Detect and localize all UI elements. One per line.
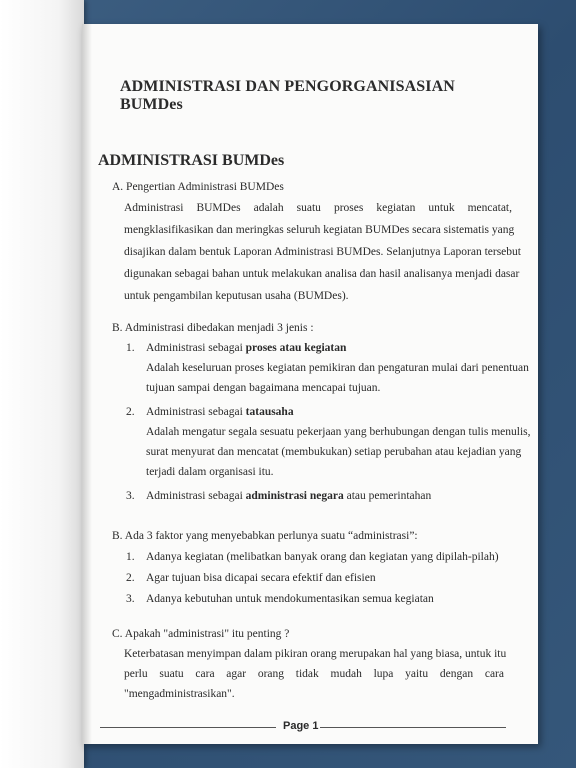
part-c-line: Keterbatasan menyimpan dalam pikiran orang merupakan hal yang biasa, untuk itu (124, 648, 507, 660)
bold-term: tatausaha (245, 406, 294, 418)
part-c-heading: C. Apakah "administrasi" itu penting ? (112, 628, 290, 640)
part-a-heading: A. Pengertian Administrasi BUMDes (112, 181, 284, 193)
list-item: Adanya kebutuhan untuk mendokumentasikan semua kegiatan (146, 593, 434, 605)
list-item-title: Administrasi sebagai proses atau kegiatan (146, 342, 347, 354)
bold-term: proses atau kegiatan (245, 342, 347, 354)
part-a-line: mengklasifikasikan dan meringkas seluruh kegiatan BUMDes secara sistematis yang (124, 224, 515, 236)
list-number: 1. (126, 342, 135, 354)
part-c-line: "mengadministrasikan". (124, 688, 235, 700)
part-b2-heading: B. Ada 3 faktor yang menyebabkan perlunya suatu “administrasi”: (112, 530, 418, 542)
list-number: 3. (126, 593, 135, 605)
list-item-desc: tujuan sampai dengan bagaimana mencapai tujuan. (146, 382, 381, 394)
part-a-line: disajikan dalam bentuk Laporan Administrasi BUMDes. Selanjutnya Laporan tersebut (124, 246, 521, 258)
list-item: Adanya kegiatan (melibatkan banyak orang dan kegiatan yang dipilah-pilah) (146, 551, 499, 563)
part-a-line: untuk pengambilan keputusan usaha (BUMDes). (124, 290, 349, 302)
part-a-line: digunakan sebagai bahan untuk melakukan analisa dan hasil analisanya menjadi dasar (124, 268, 520, 280)
list-item-desc: Adalah mengatur segala sesuatu pekerjaan yang berhubungan dengan tulis menulis, (146, 426, 531, 438)
bold-term: administrasi negara (245, 490, 344, 502)
list-number: 3. (126, 490, 135, 502)
list-number: 2. (126, 406, 135, 418)
page-number: Page 1 (283, 720, 319, 732)
footer-rule-left (100, 727, 276, 728)
list-item-title: Administrasi sebagai administrasi negara atau pemerintahan (146, 490, 432, 502)
list-item-desc: Adalah keseluruan proses kegiatan pemikiran dan pengaturan mulai dari penentuan (146, 362, 529, 374)
part-c-line: perlu suatu cara agar orang tidak mudah lupa yaitu dengan cara (124, 668, 504, 680)
part-a-line: Administrasi BUMDes adalah suatu proses kegiatan untuk mencatat, (124, 202, 512, 214)
list-item-desc: terjadi dalam organisasi itu. (146, 466, 274, 478)
part-b1-heading: B. Administrasi dibedakan menjadi 3 jenis : (112, 322, 314, 334)
page-title: ADMINISTRASI DAN PENGORGANISASIAN BUMDes (120, 78, 455, 113)
list-number: 1. (126, 551, 135, 563)
footer-rule-right (320, 727, 506, 728)
list-item: Agar tujuan bisa dicapai secara efektif dan efisien (146, 572, 376, 584)
list-item-title: Administrasi sebagai tatausaha (146, 406, 294, 418)
page-gutter-shadow (82, 24, 92, 744)
section-title: ADMINISTRASI BUMDes (98, 152, 285, 169)
list-item-desc: surat menyurat dan mencatat (membukukan) setiap perubahan atau kejadian yang (146, 446, 522, 458)
facing-page (0, 0, 84, 768)
list-number: 2. (126, 572, 135, 584)
